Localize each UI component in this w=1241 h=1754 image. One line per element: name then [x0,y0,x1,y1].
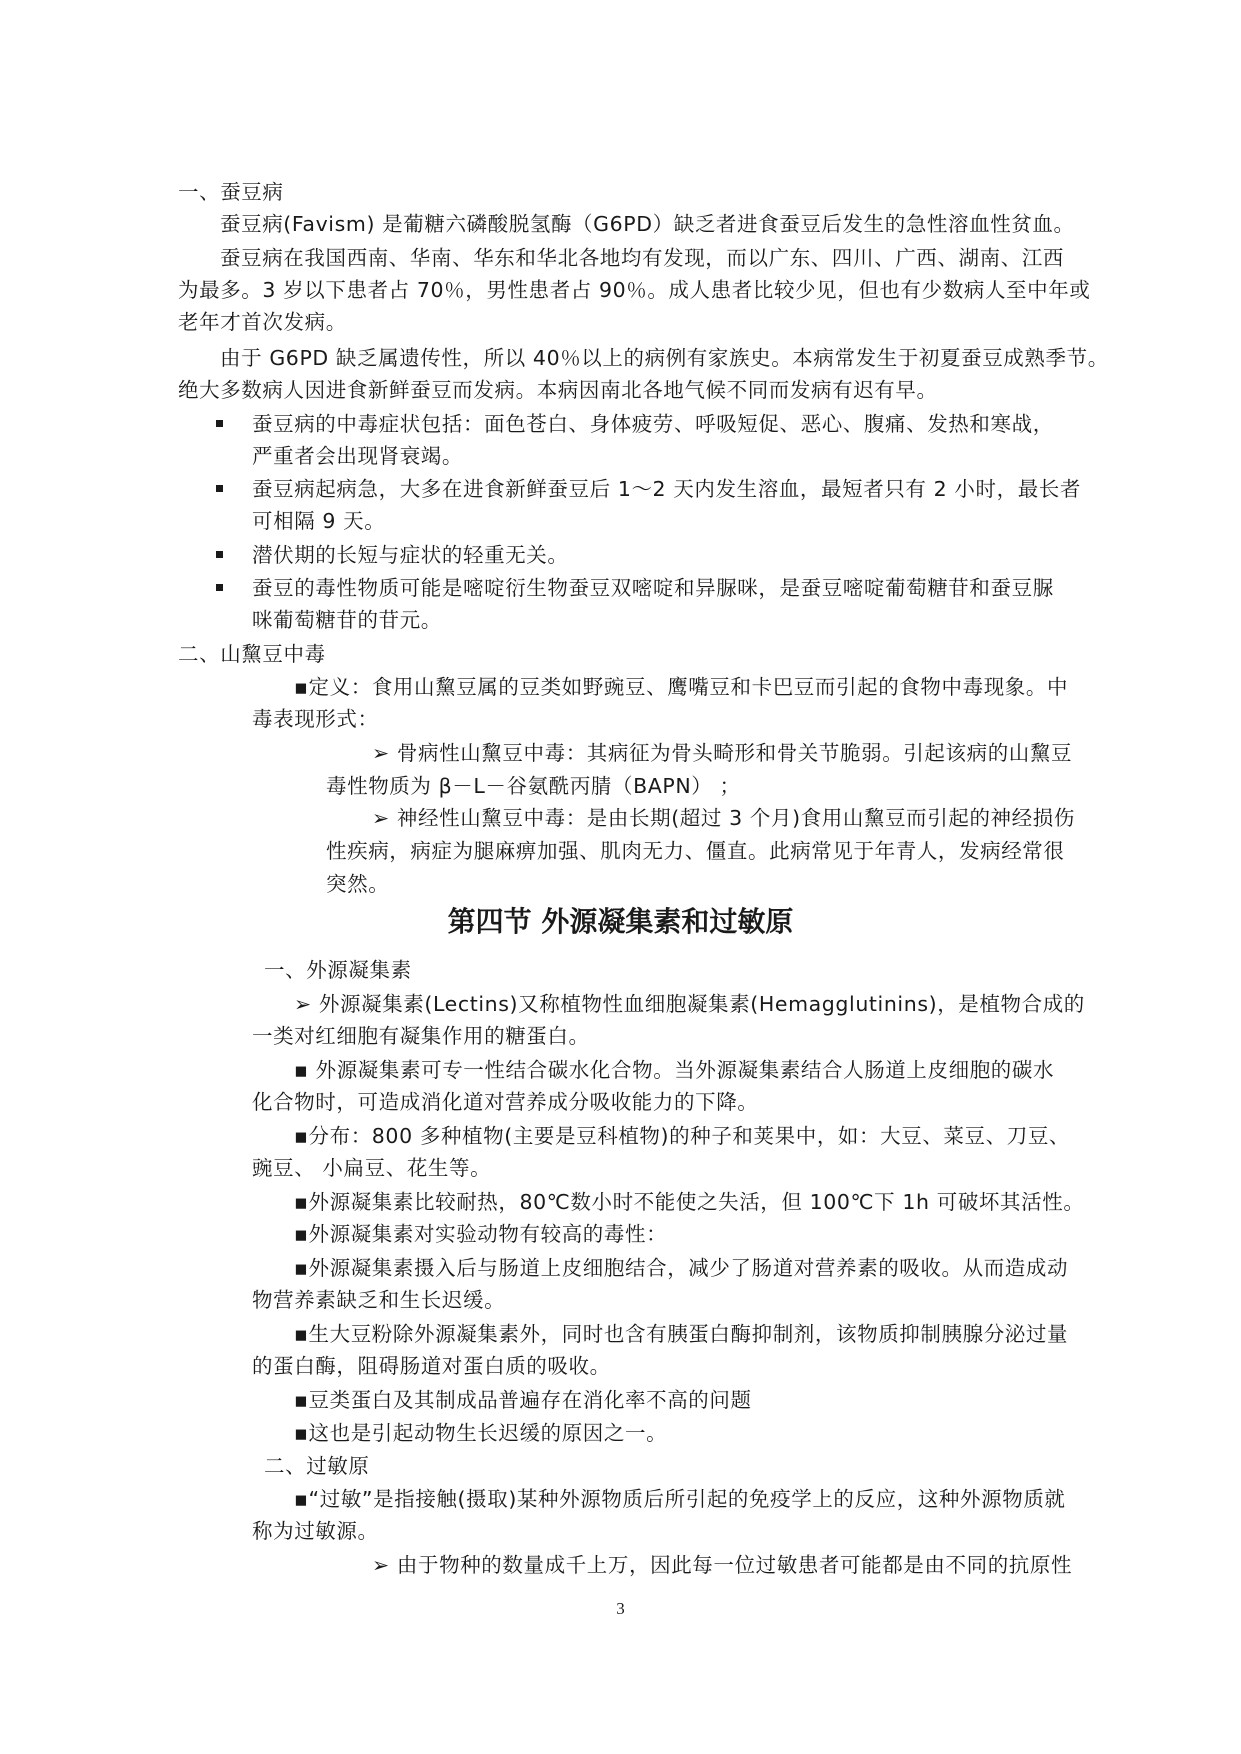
paragraph-line: 毒表现形式： [252,707,379,731]
bullet-square-icon [216,485,223,492]
paragraph-line: 绝大多数病人因进食新鲜蚕豆而发病。本病因南北各地气候不同而发病有迟有早。 [178,378,938,402]
paragraph-line: 称为过敏源。 [252,1519,379,1543]
paragraph-line: ▪豆类蛋白及其制成品普遍存在消化率不高的问题 [294,1388,752,1412]
paragraph-line: 蚕豆病在我国西南、华南、华东和华北各地均有发现，而以广东、四川、广西、湖南、江西 [220,246,1064,270]
bullet-square-icon [216,420,223,427]
paragraph-line: 蚕豆病(Favism) 是葡糖六磷酸脱氢酶（G6PD）缺乏者进食蚕豆后发生的急性溶血性贫血。 [220,212,1075,236]
paragraph-line: ➢ 神经性山黧豆中毒：是由长期(超过 3 个月)食用山黧豆而引起的神经损伤 [372,806,1075,830]
list-item: 咪葡萄糖苷的苷元。 [252,608,442,632]
paragraph-line: ▪生大豆粉除外源凝集素外，同时也含有胰蛋白酶抑制剂，该物质抑制胰腺分泌过量 [294,1322,1069,1346]
paragraph-line: ▪“过敏”是指接触(摄取)某种外源物质后所引起的免疫学上的反应，这种外源物质就 [294,1487,1066,1511]
paragraph-line: 性疾病，病症为腿麻痹加强、肌肉无力、僵直。此病常见于年青人，发病经常很 [326,839,1065,863]
section-heading: 一、蚕豆病 [178,180,284,204]
paragraph-line: 的蛋白酶，阻碍肠道对蛋白质的吸收。 [252,1354,611,1378]
paragraph-line: ▪外源凝集素比较耐热，80℃数小时不能使之失活，但 100℃下 1h 可破坏其活性。 [294,1190,1085,1214]
paragraph-line: ➢ 外源凝集素(Lectins)又称植物性血细胞凝集素(Hemagglutinins)，是植物合成的 [294,992,1085,1016]
paragraph-line: ▪定义：食用山黧豆属的豆类如野豌豆、鹰嘴豆和卡巴豆而引起的食物中毒现象。中 [294,675,1069,699]
paragraph-line: 化合物时，可造成消化道对营养成分吸收能力的下降。 [252,1090,759,1114]
paragraph-line: ▪外源凝集素对实验动物有较高的毒性： [294,1222,668,1246]
paragraph-line: ▪ 外源凝集素可专一性结合碳水化合物。当外源凝集素结合人肠道上皮细胞的碳水 [294,1058,1055,1082]
list-item: 严重者会出现肾衰竭。 [252,444,463,468]
bullet-square-icon [216,551,223,558]
section-heading: 二、过敏原 [264,1454,370,1478]
paragraph-line: 一类对红细胞有凝集作用的糖蛋白。 [252,1024,590,1048]
list-item: 潜伏期的长短与症状的轻重无关。 [252,543,569,567]
paragraph-line: 物营养素缺乏和生长迟缓。 [252,1288,506,1312]
paragraph-line: 毒性物质为 β－L－谷氨酰丙腈（BAPN） ； [326,774,741,798]
paragraph-line: 老年才首次发病。 [178,310,347,334]
paragraph-line: ➢ 骨病性山黧豆中毒：其病征为骨头畸形和骨关节脆弱。引起该病的山黧豆 [372,741,1073,765]
paragraph-line: 由于 G6PD 缺乏属遗传性，所以 40％以上的病例有家族史。本病常发生于初夏蚕豆成熟季节。 [220,346,1109,370]
paragraph-line: ▪外源凝集素摄入后与肠道上皮细胞结合，减少了肠道对营养素的吸收。从而造成动 [294,1256,1069,1280]
paragraph-line: 突然。 [326,872,390,896]
list-item: 蚕豆的毒性物质可能是嘧啶衍生物蚕豆双嘧啶和异脲咪，是蚕豆嘧啶葡萄糖苷和蚕豆脲 [252,576,1054,600]
list-item: 蚕豆病的中毒症状包括：面色苍白、身体疲劳、呼吸短促、恶心、腹痛、发热和寒战， [252,412,1054,436]
section-heading: 二、山黧豆中毒 [178,642,326,666]
paragraph-line: 豌豆、 小扁豆、花生等。 [252,1156,492,1180]
section-heading: 一、外源凝集素 [264,958,412,982]
list-item: 可相隔 9 天。 [252,509,386,533]
list-item: 蚕豆病起病急，大多在进食新鲜蚕豆后 1～2 天内发生溶血，最短者只有 2 小时，最长者 [252,477,1081,501]
paragraph-line: ▪这也是引起动物生长迟缓的原因之一。 [294,1421,668,1445]
bullet-square-icon [216,584,223,591]
paragraph-line: ▪分布：800 多种植物(主要是豆科植物)的种子和荚果中，如：大豆、菜豆、刀豆、 [294,1124,1071,1148]
paragraph-line: 为最多。3 岁以下患者占 70％，男性患者占 90％。成人患者比较少见，但也有少数病人至中年或 [178,278,1091,302]
paragraph-line: ➢ 由于物种的数量成千上万，因此每一位过敏患者可能都是由不同的抗原性 [372,1553,1073,1577]
page-number: 3 [616,1599,625,1618]
section-title: 第四节 外源凝集素和过敏原 [447,905,794,938]
